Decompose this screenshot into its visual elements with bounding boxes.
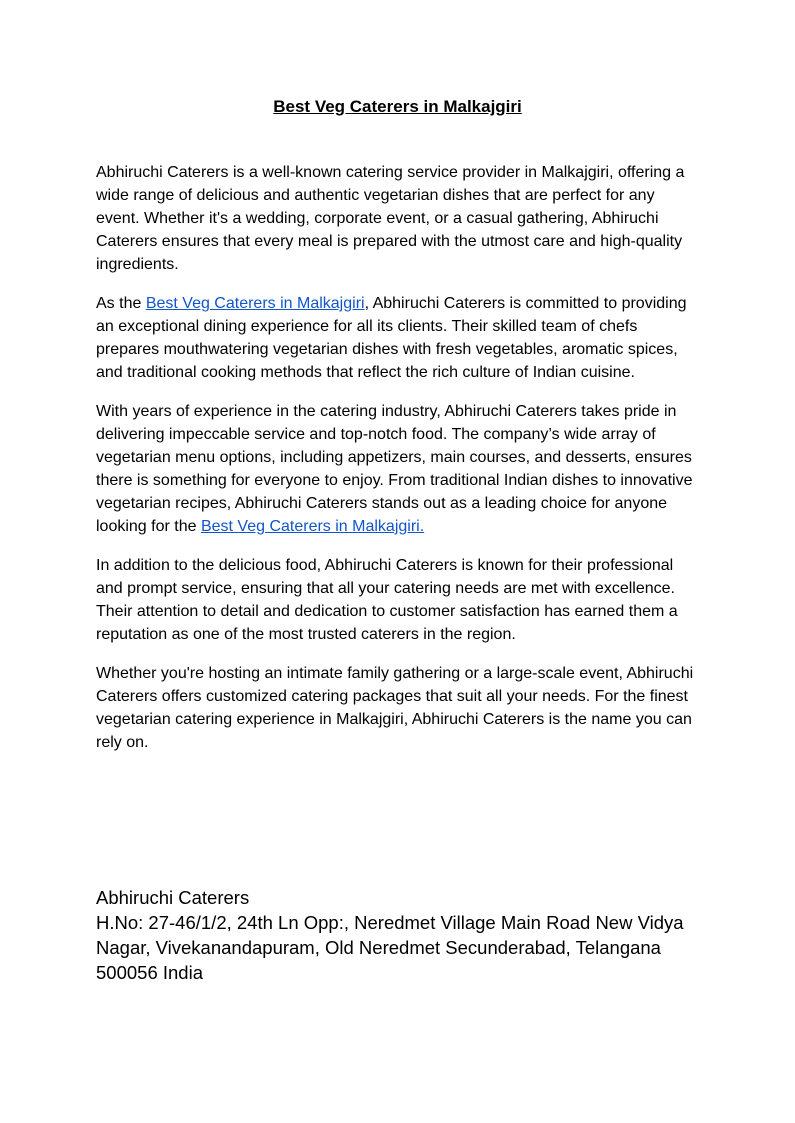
business-name: Abhiruchi Caterers (96, 887, 250, 908)
paragraph-experience (96, 400, 701, 538)
business-address: H.No: 27-46/1/2, 24th Ln Opp:, Neredmet Village Main Road New Vidya Nagar, Vivekanandapuram, Old Neredmet Secunderabad, Telangana 500056 India (96, 912, 684, 983)
contact-block (96, 885, 716, 985)
best-veg-caterers-link-2[interactable]: Best Veg Caterers in Malkajgiri. (200, 518, 425, 535)
paragraph-intro: Abhiruchi Caterers is a well-known catering service provider in Malkajgiri, offering a wide range of delicious and authentic vegetarian dishes that are perfect for any event. Whether it's a wedding, corporate event, or a casual gathering, Abhiruchi Caterers ensures that every meal is prepared with the utmost care and high-quality ingredients. (96, 164, 685, 273)
paragraph-closing: Whether you're hosting an intimate family gathering or a large-scale event, Abhiruchi Caterers offers customized catering packages that suit all your needs. For the finest vegetarian catering experience in Malkajgiri, Abhiruchi Caterers is the name you can rely on. (96, 665, 694, 751)
document-body (96, 161, 701, 770)
paragraph-service: In addition to the delicious food, Abhiruchi Caterers is known for their professional and prompt service, ensuring that all your catering needs are met with excellence. Their attention to detail and dedication to customer satisfaction has earned them a reputation as one of the most trusted caterers in the region. (96, 557, 678, 643)
page-title: Best Veg Caterers in Malkajgiri (273, 97, 522, 116)
paragraph-text: , Abhiruchi Caterers is committed to providing an exceptional dining experience for all its clients. Their skilled team of chefs prepares mouthwatering vegetarian dishes with fresh vegetables, aromatic spices, and traditional cooking methods that reflect the rich culture of Indian cuisine. (96, 295, 687, 381)
paragraph-text: As the (96, 295, 146, 312)
best-veg-caterers-link[interactable]: Best Veg Caterers in Malkajgiri (145, 295, 365, 312)
paragraph-commitment (96, 292, 701, 384)
paragraph-text: With years of experience in the catering industry, Abhiruchi Caterers takes pride in delivering impeccable service and top-notch food. The company’s wide array of vegetarian menu options, including appetizers, main courses, and desserts, ensures there is something for everyone to enjoy. From traditional Indian dishes to innovative vegetarian recipes, Abhiruchi Caterers stands out as a leading choice for anyone looking for the (96, 403, 693, 535)
